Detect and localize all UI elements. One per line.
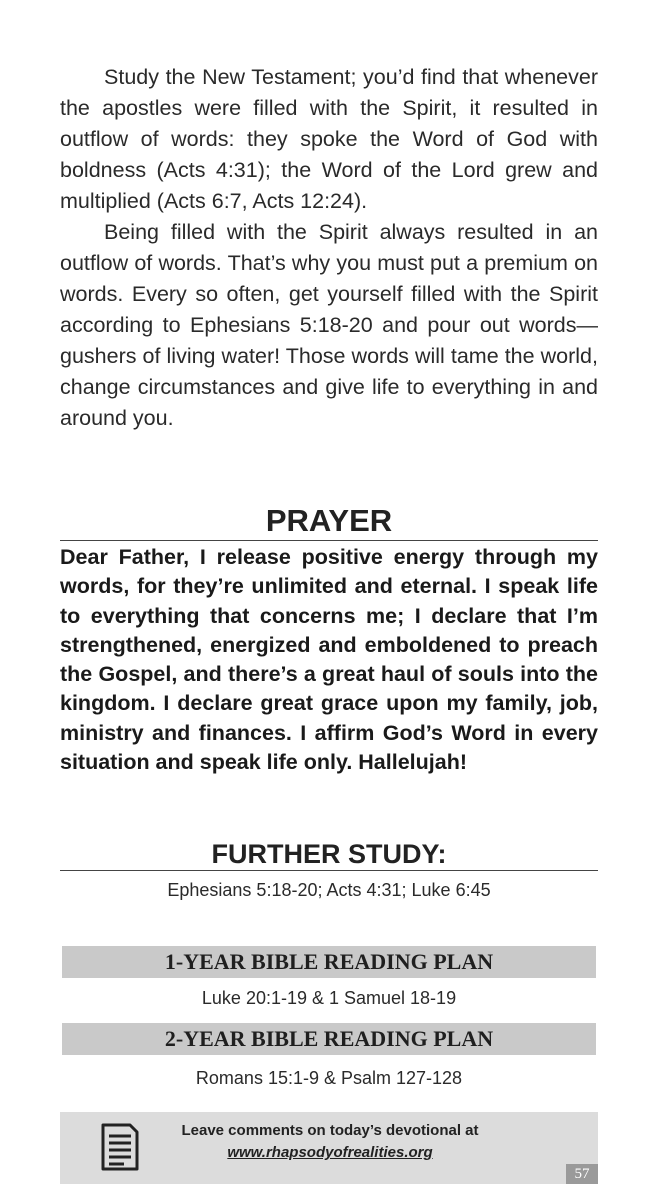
two-year-plan-heading: 2-YEAR BIBLE READING PLAN bbox=[62, 1023, 596, 1055]
body-text bbox=[60, 62, 598, 434]
prayer-text: Dear Father, I release positive energy through my words, for they’re unlimited and eternal. I speak life to everything that concerns me; I declare that I’m strengthened, energized and emboldened to preach the Gospel, and there’s a great haul of souls into the kingdom. I declare great grace upon my family, job, ministry and finances. I affirm God’s Word in every situation and speak life only. Hallelujah! bbox=[60, 545, 598, 775]
two-year-plan-references: Romans 15:1-9 & Psalm 127-128 bbox=[195, 1068, 463, 1088]
further-study-references: Ephesians 5:18-20; Acts 4:31; Luke 6:45 bbox=[167, 880, 491, 900]
one-year-plan-heading: 1-YEAR BIBLE READING PLAN bbox=[62, 946, 596, 978]
website-link[interactable]: www.rhapsodyofrealities.org bbox=[227, 1144, 433, 1161]
comments-footer bbox=[60, 1112, 598, 1184]
body-paragraph-1: Study the New Testament; you’d find that whenever the apostles were filled with the Spirit, it resulted in outflow of words: they spoke the Word of God with boldness (Acts 4:31); the Word of the Lord grew and multiplied (Acts 6:7, Acts 12:24). bbox=[60, 65, 598, 213]
page-number: 57 bbox=[566, 1164, 598, 1184]
one-year-plan-references: Luke 20:1-19 & 1 Samuel 18-19 bbox=[201, 988, 457, 1008]
prayer-heading: PRAYER bbox=[60, 502, 598, 541]
comments-prompt: Leave comments on today’s devotional at bbox=[181, 1122, 479, 1139]
further-study-heading: FURTHER STUDY: bbox=[60, 838, 598, 871]
body-paragraph-2: Being filled with the Spirit always resulted in an outflow of words. That’s why you must put a premium on words. Every so often, get yourself filled with the Spirit according to Ephesians 5:18-20 and pour out words—gushers of living water! Those words will tame the world, change circumstances and give life to everything in and around you. bbox=[60, 220, 598, 430]
document-icon bbox=[100, 1122, 140, 1172]
